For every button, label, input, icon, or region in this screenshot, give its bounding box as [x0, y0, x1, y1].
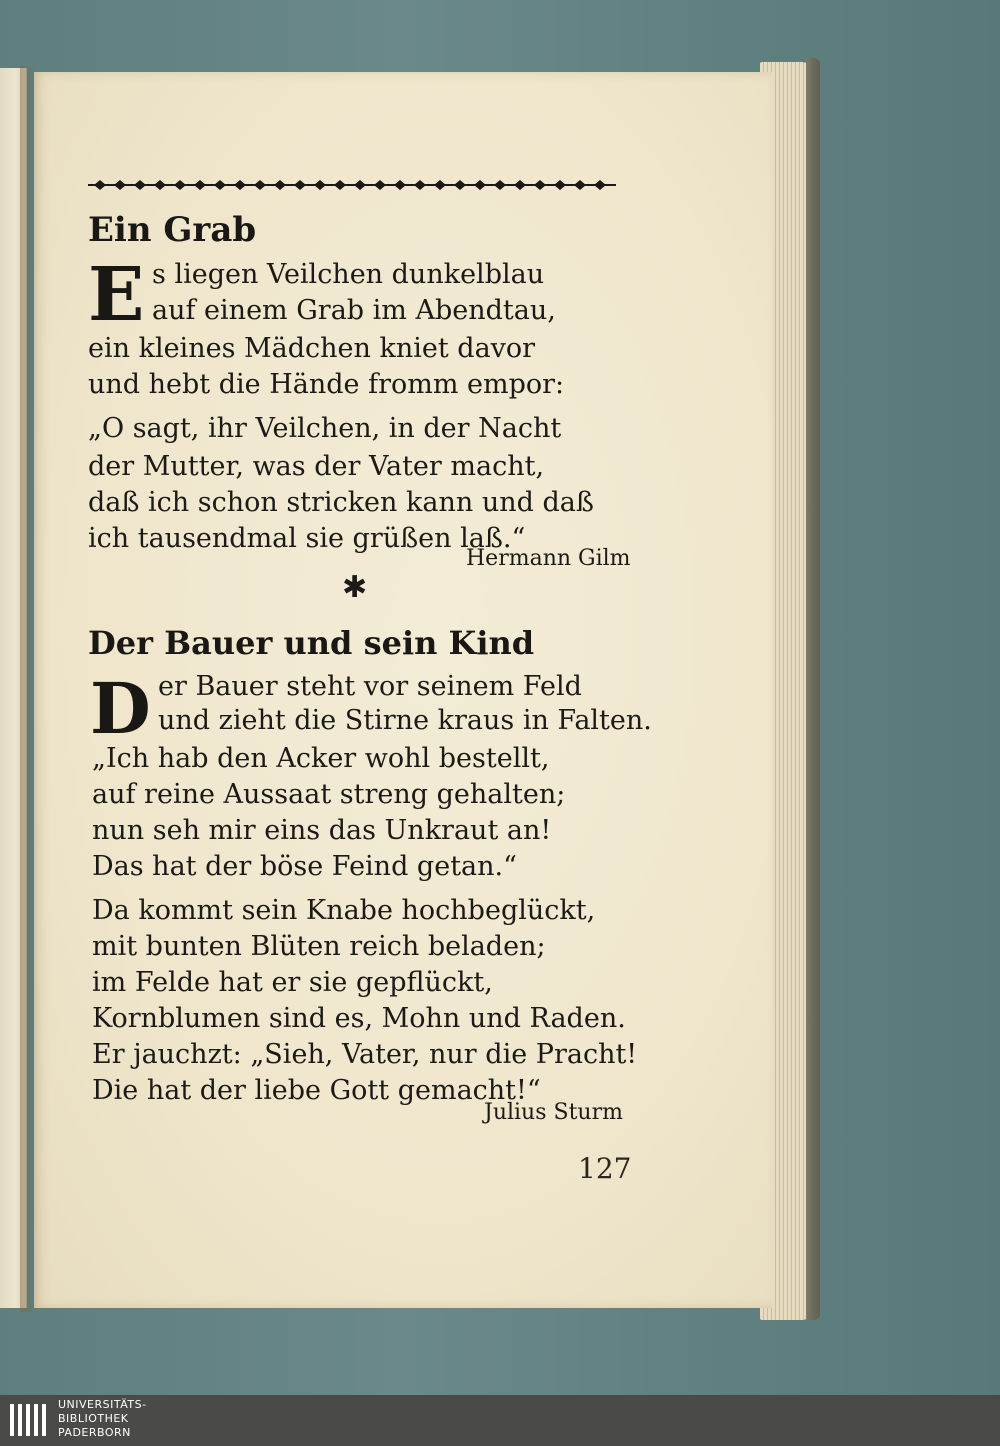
- poem-line: er Bauer steht vor seinem Feld: [158, 671, 582, 702]
- poem-line: mit bunten Blüten reich beladen;: [92, 931, 546, 962]
- poem-line: Er jauchzt: „Sieh, Vater, nur die Pracht!: [92, 1039, 638, 1070]
- poem-line: daß ich schon stricken kann und daß: [88, 487, 594, 518]
- poem-line: Kornblumen sind es, Mohn und Raden.: [92, 1003, 626, 1034]
- poem-line: nun seh mir eins das Unkraut an!: [92, 815, 552, 846]
- poem-line: und hebt die Hände fromm empor:: [88, 369, 565, 400]
- poem-line: auf reine Aussaat streng gehalten;: [92, 779, 566, 810]
- poem-line: im Felde hat er sie gepflückt,: [92, 967, 493, 998]
- poem-title: Ein Grab: [88, 210, 257, 250]
- library-name-line: UNIVERSITÄTS-: [58, 1398, 147, 1411]
- poem-line: Die hat der liebe Gott gemacht!“: [92, 1075, 541, 1106]
- poem-line: und zieht die Stirne kraus in Falten.: [158, 705, 652, 736]
- poem-author: Julius Sturm: [484, 1100, 623, 1125]
- poem-line: der Mutter, was der Vater macht,: [88, 451, 545, 482]
- poem-line: „O sagt, ihr Veilchen, in der Nacht: [88, 413, 562, 444]
- poem-line: auf einem Grab im Abendtau,: [152, 295, 556, 326]
- poem-author: Hermann Gilm: [466, 546, 631, 571]
- ornament-rule: [88, 178, 616, 192]
- book-page: [34, 72, 772, 1308]
- drop-cap: D: [90, 667, 151, 750]
- page-number: 127: [578, 1152, 632, 1185]
- drop-cap: E: [88, 252, 145, 338]
- poem-line: Das hat der böse Feind getan.“: [92, 851, 517, 882]
- library-name-line: BIBLIOTHEK: [58, 1412, 129, 1425]
- book-cover-edge: [806, 58, 820, 1320]
- poem-line: „Ich hab den Acker wohl bestellt,: [92, 743, 550, 774]
- library-name-line: PADERBORN: [58, 1426, 131, 1439]
- poem-line: s liegen Veilchen dunkelblau: [152, 259, 545, 290]
- gutter-shadow: [20, 66, 38, 1312]
- footer-bar: [0, 1395, 1000, 1446]
- library-name: [58, 1398, 147, 1440]
- poem-line: Da kommt sein Knabe hochbeglückt,: [92, 895, 596, 926]
- library-logo-icon: [8, 1400, 48, 1440]
- poem-title: Der Bauer und sein Kind: [88, 624, 535, 662]
- poem-line: ich tausendmal sie grüßen laß.“: [88, 523, 526, 554]
- poem-line: ein kleines Mädchen kniet davor: [88, 333, 536, 364]
- separator-asterisk: ✱: [342, 570, 368, 605]
